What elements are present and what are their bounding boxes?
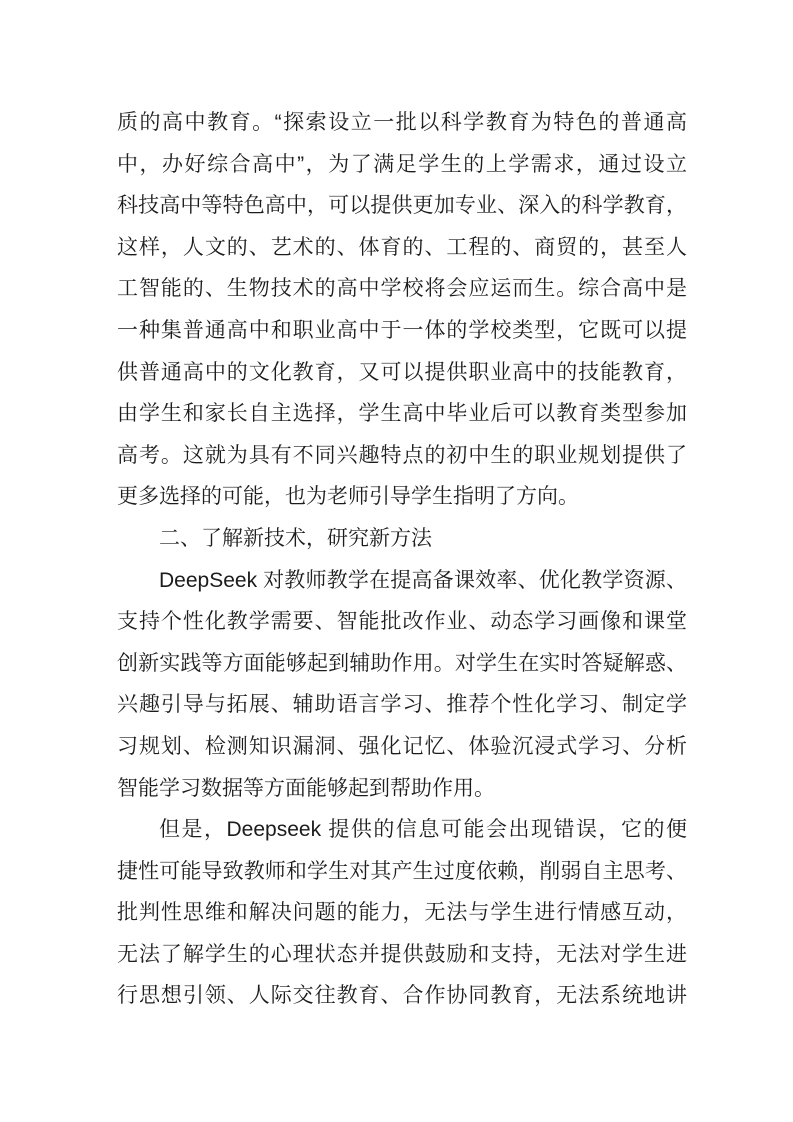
text-line: 科技高中等特色高中，可以提供更加专业、深入的科学教育， xyxy=(117,194,687,218)
text-line: 行思想引领、人际交往教育、合作协同教育，无法系统地讲 xyxy=(117,984,687,1008)
text-line: 无法了解学生的心理状态并提供鼓励和支持，无法对学生进 xyxy=(117,942,687,966)
text-line: 但是，Deepseek 提供的信息可能会出现错误，它的便 xyxy=(159,818,687,842)
text-line: 由学生和家长自主选择，学生高中毕业后可以教育类型参加 xyxy=(117,402,687,426)
text-line: 创新实践等方面能够起到辅助作用。对学生在实时答疑解惑、 xyxy=(117,651,687,675)
text-line: DeepSeek 对教师教学在提高备课效率、优化教学资源、 xyxy=(159,568,687,592)
text-line: 中，办好综合高中”，为了满足学生的上学需求，通过设立 xyxy=(117,152,687,176)
text-line: 供普通高中的文化教育，又可以提供职业高中的技能教育， xyxy=(117,360,687,384)
text-line: 智能学习数据等方面能够起到帮助作用。 xyxy=(117,776,495,800)
text-line: 质的高中教育。“探索设立一批以科学教育为特色的普通高 xyxy=(117,111,687,134)
text-line: 工智能的、生物技术的高中学校将会应运而生。综合高中是 xyxy=(117,277,687,301)
text-line: 批判性思维和解决问题的能力，无法与学生进行情感互动， xyxy=(117,901,687,925)
text-line: 二、了解新技术，研究新方法 xyxy=(159,526,432,550)
text-line: 捷性可能导致教师和学生对其产生过度依赖，削弱自主思考、 xyxy=(117,859,687,883)
text-line: 更多选择的可能，也为老师引导学生指明了方向。 xyxy=(117,485,579,509)
text-line: 支持个性化教学需要、智能批改作业、动态学习画像和课堂 xyxy=(117,610,687,634)
text-line: 这样，人文的、艺术的、体育的、工程的、商贸的，甚至人 xyxy=(117,235,687,259)
text-line: 习规划、检测知识漏洞、强化记忆、体验沉浸式学习、分析 xyxy=(117,734,687,758)
text-line: 兴趣引导与拓展、辅助语言学习、推荐个性化学习、制定学 xyxy=(117,693,687,717)
document-text-column xyxy=(117,102,687,1017)
text-line: 高考。这就为具有不同兴趣特点的初中生的职业规划提供了 xyxy=(117,443,687,467)
text-line: 一种集普通高中和职业高中于一体的学校类型，它既可以提 xyxy=(117,318,687,342)
